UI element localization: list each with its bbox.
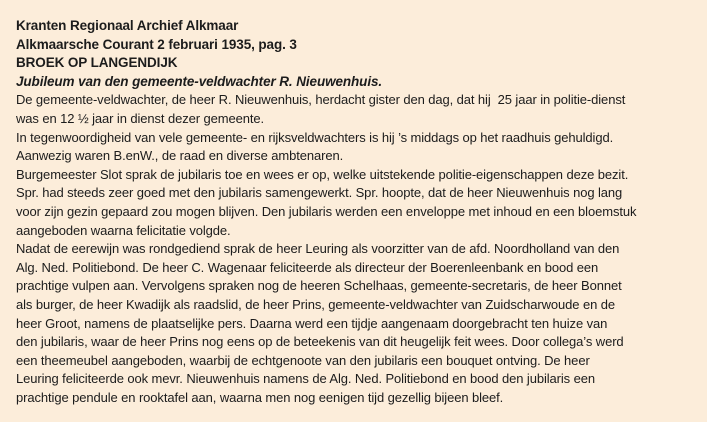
body-line: Nadat de eerewijn was rondgediend sprak de heer Leuring als voorzitter van de afd. Noordholland van den <box>16 241 620 257</box>
body-line: den jubilaris, waar de heer Prins nog eens op de beteekenis van dit heugelijk feit wees. Door collega’s werd <box>16 334 624 350</box>
body-line: Alg. Ned. Politiebond. De heer C. Wagenaar feliciteerde als directeur der Boerenleenbank en bood een <box>16 259 599 275</box>
place-heading: BROEK OP LANGENDIJK <box>16 55 178 71</box>
body-line: voor zijn gezin gepaard zou mogen blijven. Den jubilaris werden een enveloppe met inhoud en een bloemstuk <box>16 203 637 219</box>
body-line: aangeboden waarna felicitatie volgde. <box>16 222 231 238</box>
body-line: was en 12 ½ jaar in dienst dezer gemeente. <box>16 110 265 126</box>
body-line: Spr. had steeds zeer goed met den jubilaris samengewerkt. Spr. hoopte, dat de heer Nieuwenhuis nog lang <box>16 185 623 201</box>
body-line: Burgemeester Slot sprak de jubilaris toe en wees er op, welke uitstekende politie-eigenschappen deze bezit. <box>16 166 629 182</box>
body-line: als burger, de heer Kwadijk als raadslid, de heer Prins, gemeente-veldwachter van Zuidscharwoude en de <box>16 296 615 312</box>
body-line: prachtige vulpen aan. Vervolgens spraken nog de heeren Schelhaas, gemeente-secretaris, de heer Bonnet <box>16 278 622 294</box>
body-line: In tegenwoordigheid van vele gemeente- en rijksveldwachters is hij ’s middags op het raadhuis gehuldigd. <box>16 129 614 145</box>
body-line: De gemeente-veldwachter, de heer R. Nieuwenhuis, herdacht gister den dag, dat hij 25 jaar in politie-dienst <box>16 92 626 108</box>
body-line: heer Groot, namens de plaatselijke pers. Daarna werd een tijdje aangenaam doorgebracht ten huize van <box>16 315 608 331</box>
article-body <box>16 91 697 407</box>
article-title: Jubileum van den gemeente-veldwachter R. Nieuwenhuis. <box>16 73 383 89</box>
body-line: prachtige pendule en rooktafel aan, waarna men nog eenigen tijd gezellig bijeen bleef. <box>16 389 504 405</box>
body-line: Aanwezig waren B.enW., de raad en diverse ambtenaren. <box>16 148 344 164</box>
body-line: een theemeubel aangeboden, waarbij de echtgenoote van den jubilaris een bouquet ontving. De heer <box>16 352 590 368</box>
body-line: Leuring feliciteerde ook mevr. Nieuwenhuis namens de Alg. Ned. Politiebond en bood den jubilaris een <box>16 371 595 387</box>
archive-name: Kranten Regionaal Archief Alkmaar <box>16 18 239 33</box>
source-citation: Alkmaarsche Courant 2 februari 1935, pag. 3 <box>16 36 297 52</box>
